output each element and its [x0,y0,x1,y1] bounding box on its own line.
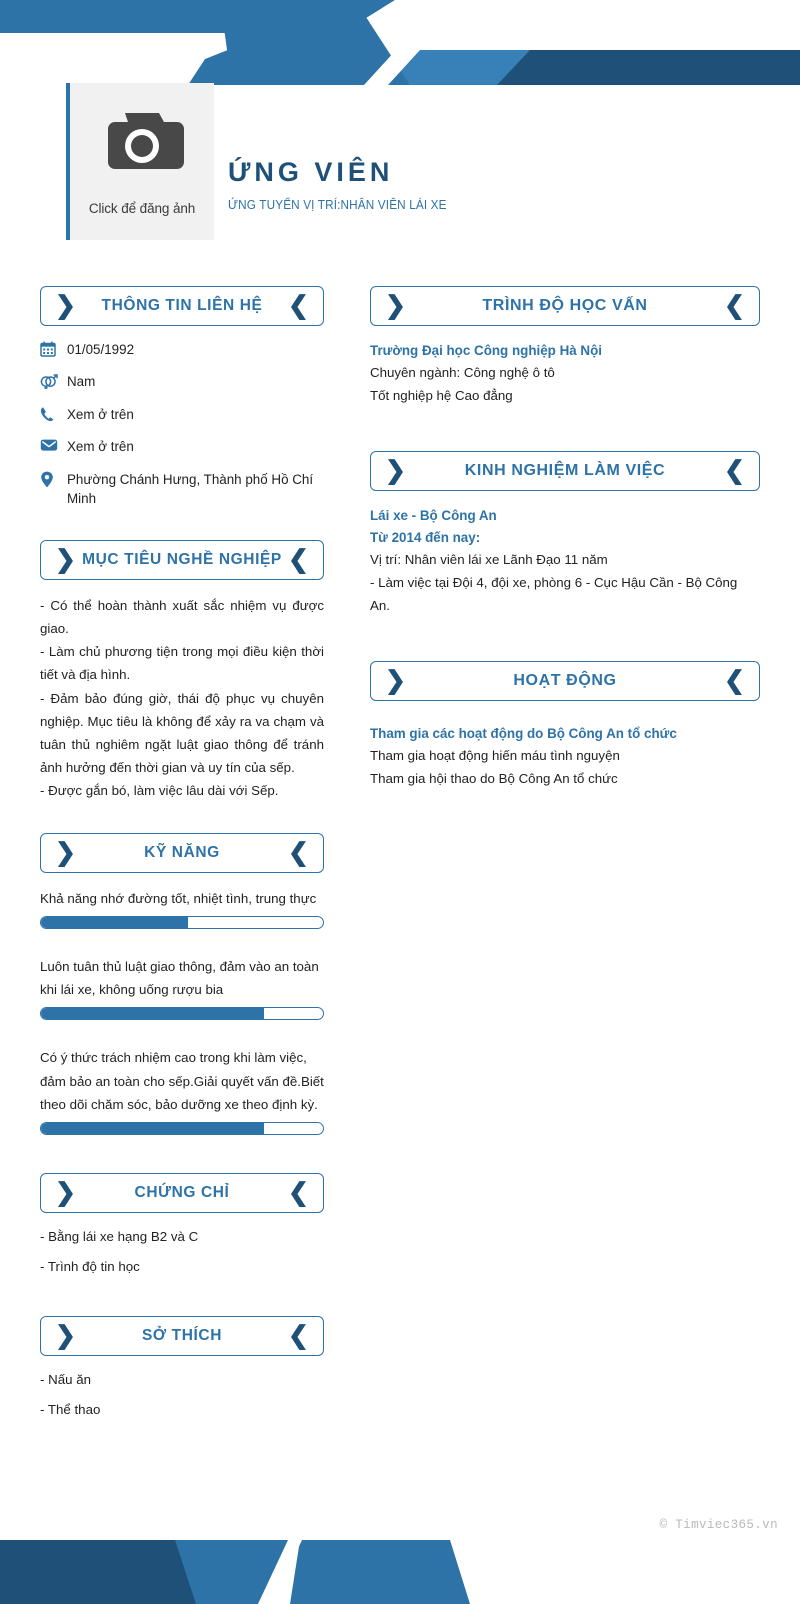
skill-label: Có ý thức trách nhiệm cao trong khi làm việc, đảm bảo an toàn cho sếp.Giải quyết vấn đề.Biết theo dõi chăm sóc, bảo dưỡng xe theo định kỳ. [40,1050,324,1112]
skill-progress-bar [40,916,324,929]
skills-list [40,887,324,1136]
section-header-contact [40,286,324,326]
education-body [370,340,760,407]
chevron-left-icon: ❮ [724,666,745,695]
email-icon [40,437,66,452]
contact-value-address: Phường Chánh Hưng, Thành phố Hồ Chí Minh [67,471,314,507]
section-header-activities [370,661,760,701]
experience-role: Lái xe - Bộ Công An [370,508,497,524]
chevron-right-icon: ❯ [385,291,406,320]
chevron-right-icon: ❯ [55,838,76,867]
chevron-left-icon: ❮ [724,291,745,320]
gender-icon [40,372,66,389]
section-header-experience [370,451,760,491]
photo-caption: Click để đăng ảnh [88,201,196,216]
skill-progress-fill [41,1123,264,1134]
footer-shape-dark [0,1540,200,1604]
chevron-left-icon: ❮ [288,1178,309,1207]
contact-value-email: Xem ở trên [67,439,134,455]
experience-detail: - Làm việc tại Đội 4, đội xe, phòng 6 - Cục Hậu Cần - Bộ Công An. [370,574,738,613]
chevron-left-icon: ❮ [724,456,745,485]
skill-item [40,955,324,1021]
section-title-hobbies: SỞ THÍCH [141,1327,223,1345]
education-school: Trường Đại học Công nghiệp Hà Nội [370,343,602,358]
activities-body [370,723,760,790]
section-header-education [370,286,760,326]
name-block [228,158,461,212]
experience-detail: Vị trí: Nhân viên lái xe Lãnh Đạo 11 năm [370,551,608,567]
section-title-objective: MỤC TIÊU NGHỀ NGHIỆP [82,550,282,568]
spacer [370,407,760,451]
section-title-skills: KỸ NĂNG [144,843,220,861]
section-header-skills [40,833,324,873]
header-decoration [0,0,800,85]
section-header-hobbies [40,1316,324,1356]
experience-period: Từ 2014 đến nay: [370,530,481,546]
objective-paragraph: - Làm chủ phương tiện trong mọi điều kiện thời tiết và địa hình. [40,644,324,683]
contact-value-gender: Nam [67,374,96,390]
chevron-left-icon: ❮ [288,838,309,867]
skill-label: Khả năng nhớ đường tốt, nhiệt tình, trung thực [40,890,317,906]
education-major: Chuyên ngành: Công nghệ ô tô [370,364,555,380]
certificates-list [40,1227,324,1277]
activities-heading: Tham gia các hoạt động do Bộ Công An tổ chức [370,726,677,742]
activity-item: Tham gia hoạt động hiến máu tình nguyện [370,748,620,764]
skill-item [40,1046,324,1135]
activity-item: Tham gia hội thao do Bộ Công An tổ chức [370,770,618,786]
chevron-right-icon: ❯ [385,456,406,485]
contact-item-address [40,470,324,509]
camera-icon [70,105,214,177]
certificate-item: - Trình độ tin học [40,1258,140,1274]
left-column [40,286,324,1430]
chevron-right-icon: ❯ [55,291,76,320]
phone-icon [40,405,66,422]
candidate-name: ỨNG VIÊN [228,157,394,187]
contact-item-phone [40,405,324,424]
contact-value-birthdate: 01/05/1992 [67,342,135,357]
spacer [40,937,324,955]
contact-item-birthdate [40,340,324,359]
footer-shape-mid-right [290,1540,470,1604]
certificate-item: - Bằng lái xe hạng B2 và C [40,1229,199,1245]
section-title-education: TRÌNH ĐỘ HỌC VẤN [482,297,648,314]
chevron-left-icon: ❮ [288,1321,309,1350]
spacer [40,803,324,833]
contact-item-email [40,437,324,456]
contact-item-gender [40,372,324,391]
section-header-objective [40,540,324,580]
hobbies-list [40,1370,324,1420]
header-shape-band-dark [497,50,800,85]
spacer [40,1286,324,1316]
right-column [370,286,760,791]
experience-body [370,505,760,617]
section-title-experience: KINH NGHIỆM LÀM VIỆC [464,462,666,480]
skill-item [40,887,324,929]
skill-label: Luôn tuân thủ luật giao thông, đảm vào an toàn khi lái xe, không uống rượu bia [40,958,319,998]
watermark: © Timviec365.vn [659,1518,778,1532]
education-degree: Tốt nghiệp hệ Cao đẳng [370,387,513,403]
objective-body [40,594,324,803]
chevron-right-icon: ❯ [55,1178,76,1207]
objective-paragraph: - Được gắn bó, làm việc lâu dài với Sếp. [40,782,279,798]
objective-paragraph: - Đảm bảo đúng giờ, thái độ phục vụ chuyên nghiệp. Mục tiêu là không để xảy ra va chạm và tuân thủ nghiêm ngặt luật giao thông để tránh ảnh hưởng đến thời gian và uy tín của sếp. [40,690,324,776]
contact-value-phone: Xem ở trên [67,406,134,422]
footer-decoration [0,1500,800,1604]
spacer [370,617,760,661]
location-pin-icon [40,470,66,488]
spacer [40,522,324,540]
photo-upload-box[interactable] [66,83,214,240]
chevron-right-icon: ❯ [385,666,406,695]
section-title-contact: THÔNG TIN LIÊN HỆ [101,297,263,314]
applied-position: ỨNG TUYỂN VỊ TRÍ:NHÂN VIÊN LÁI XE [228,197,447,212]
header-shape-mask-left [0,33,222,85]
hobby-item: - Thể thao [40,1402,101,1418]
spacer [40,1028,324,1046]
chevron-right-icon: ❯ [55,545,76,574]
skill-progress-fill [41,917,188,928]
chevron-left-icon: ❮ [288,291,309,320]
spacer [40,1143,324,1173]
section-title-activities: HOẠT ĐỘNG [513,672,617,690]
skill-progress-bar [40,1122,324,1135]
calendar-icon [40,340,66,357]
chevron-right-icon: ❯ [55,1321,76,1350]
hobby-item: - Nấu ăn [40,1372,91,1388]
chevron-left-icon: ❮ [288,545,309,574]
objective-paragraph: - Có thể hoàn thành xuất sắc nhiệm vụ được giao. [40,597,324,636]
contact-list [40,340,324,509]
skill-progress-fill [41,1008,264,1019]
skill-progress-bar [40,1007,324,1020]
section-title-certificates: CHỨNG CHỈ [134,1184,230,1202]
section-header-certificates [40,1173,324,1213]
